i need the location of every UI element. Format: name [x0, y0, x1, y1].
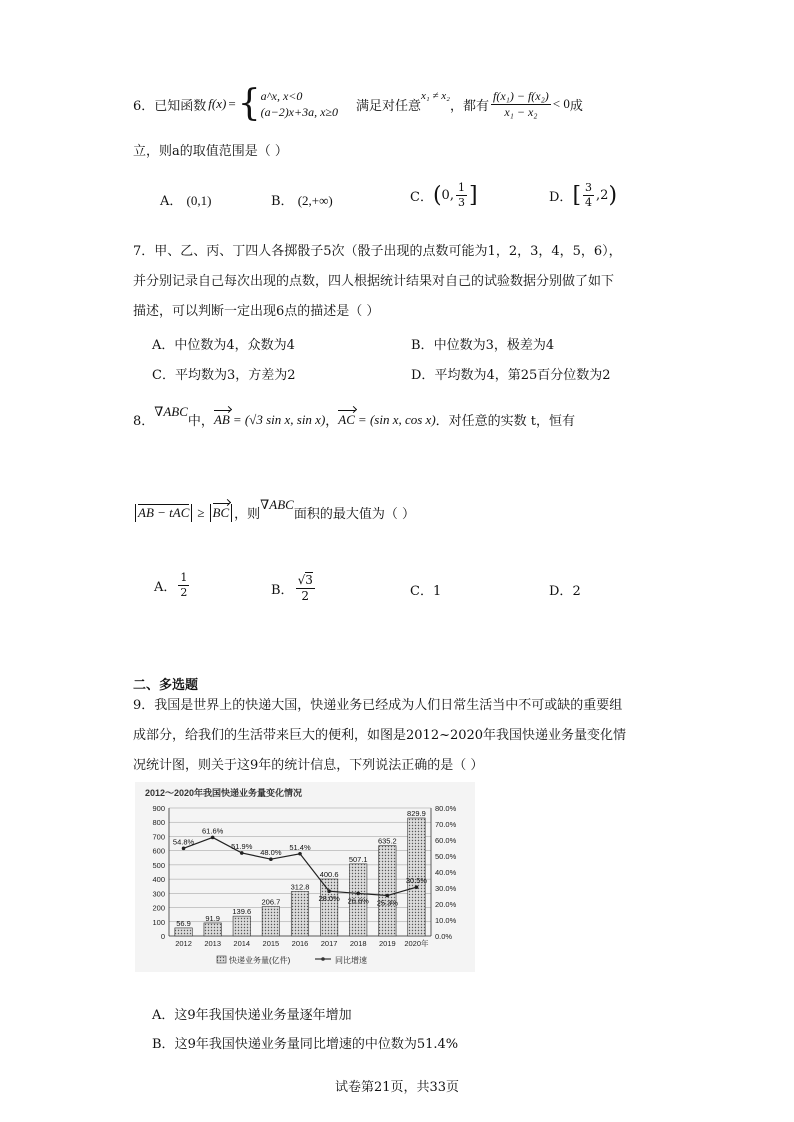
- q6-option-a: [160, 190, 211, 209]
- q7-line1: 7．甲、乙、丙、丁四人各掷骰子5次（骰子出现的点数可能为1，2，3，4，5，6），: [133, 244, 622, 259]
- left-tick-label: 700: [152, 832, 165, 842]
- option-label: B．: [152, 1037, 175, 1052]
- q8-ac-value: = (sin x, cos x): [357, 411, 436, 427]
- option-label: C．: [152, 368, 175, 383]
- q6-x1x2: x₁ ≠ x₂: [421, 90, 450, 102]
- x-tick-label: 2018: [349, 939, 367, 948]
- right-tick-label: 60.0%: [435, 836, 457, 845]
- q6-option-b: [271, 190, 333, 209]
- option-label: C．: [410, 584, 433, 599]
- option-value: 1: [432, 584, 442, 599]
- chart-right-axis: [435, 804, 457, 941]
- growth-point: [240, 851, 244, 855]
- option-value: 2: [572, 584, 581, 599]
- bar-data-label: 312.8: [290, 882, 310, 892]
- left-tick-label: 900: [152, 804, 165, 813]
- q6-option-d: D． [ $\frac{3}{4}$ ,2 ): [549, 181, 618, 209]
- bar: [320, 879, 337, 936]
- growth-data-label: 51.4%: [289, 842, 311, 852]
- growth-data-label: 48.0%: [260, 848, 282, 858]
- q8-option-c: [410, 580, 441, 599]
- growth-data-label: 28.0%: [318, 894, 340, 904]
- q6-inequality: < 0: [552, 96, 570, 111]
- bar: [262, 907, 279, 936]
- growth-data-label: 30.5%: [405, 876, 428, 886]
- q8-line2: [133, 496, 415, 522]
- option-text: 中位数为4，众数为4: [174, 338, 295, 353]
- legend-line-marker: [321, 957, 325, 961]
- growth-point: [356, 892, 360, 896]
- q6-fraction-num: f(x₁) − f(x₂): [493, 88, 549, 103]
- page-footer: 试卷第21页，共33页: [334, 1080, 460, 1095]
- option-value: (2,+∞): [297, 193, 333, 208]
- bar-data-label: 635.2: [377, 836, 397, 846]
- x-tick-label: 2016: [291, 939, 309, 948]
- q8-inequality-left: AB − tAC: [138, 505, 190, 520]
- q6-option-c: C． ( 0, $\frac{1}{3}$ ]: [410, 181, 478, 209]
- option-value: (0,1): [186, 193, 212, 208]
- bar: [175, 928, 192, 936]
- q8-comma: ，: [325, 414, 339, 429]
- bar-data-label: 139.6: [232, 907, 252, 917]
- q6-brace: {: [237, 83, 261, 124]
- bar: [204, 923, 221, 936]
- q8-tail: ．对任意的实数 t，恒有: [435, 414, 576, 429]
- left-tick-label: 800: [152, 818, 165, 828]
- chart-x-axis: [175, 938, 429, 948]
- legend-bar-label: 快递业务量(亿件): [229, 956, 291, 965]
- growth-point: [415, 885, 419, 889]
- option-label: D．: [549, 584, 573, 599]
- q7-line2: 并分别记录自己每次出现的点数，四人根据统计结果对自己的试验数据分别做了如下: [133, 274, 615, 289]
- bar-data-label: 91.9: [205, 913, 220, 923]
- q8-ab-value: = (√3 sin x, sin x): [232, 411, 326, 427]
- q6-function-name: f(x): [208, 96, 227, 111]
- x-tick-label: 2019: [378, 939, 396, 948]
- q6-line1: 6． 已知函数 f(x) = { a^x, x<0 (a−2)x+3a, x≥0 满足对任意 x₁ ≠ x₂ ，都有 $\frac{\text{f(x₁) − f(x₂)}}{\text{x₁ − x₂}}$ < 0 成: [133, 83, 583, 124]
- q8-number: 8．: [133, 414, 155, 429]
- q8-triangle-2: ∇ABC: [260, 496, 294, 512]
- bar-data-label: 56.9: [176, 918, 191, 928]
- left-tick-label: 400: [152, 875, 165, 885]
- q6-fraction: [491, 90, 551, 118]
- bar: [379, 846, 396, 936]
- option-label: B．: [271, 582, 294, 598]
- q6-have: ，都有: [450, 98, 490, 114]
- growth-data-label: 25.3%: [376, 898, 398, 908]
- bar-data-label: 507.1: [348, 854, 368, 864]
- chart-title: 2012～2020年我国快递业务量变化情况: [145, 788, 303, 798]
- q6-condition: 满足对任意: [356, 98, 422, 114]
- left-tick-label: 200: [152, 903, 165, 913]
- q6-case-2: (a−2)x+3a, x≥0: [260, 105, 339, 119]
- x-tick-label: 2014: [233, 939, 251, 948]
- section-title-multiple-choice: 二、多选题: [133, 678, 199, 693]
- option-label: A．: [152, 1008, 175, 1023]
- right-tick-label: 80.0%: [435, 804, 457, 813]
- q9-option-a: [152, 1004, 352, 1023]
- q8-option-b: B． $\frac{√3}{2}$: [271, 573, 313, 603]
- q8-line1: [133, 403, 576, 429]
- legend-bar-swatch: [217, 956, 226, 963]
- right-tick-label: 40.0%: [435, 868, 457, 877]
- growth-point: [211, 836, 215, 840]
- x-tick-label: 2015: [262, 939, 280, 948]
- option-label: B．: [411, 338, 434, 353]
- left-tick-label: 500: [152, 860, 165, 870]
- bar-data-label: 400.6: [319, 870, 339, 880]
- growth-point: [182, 847, 186, 851]
- bar-data-label: 829.9: [407, 808, 426, 818]
- right-tick-label: 50.0%: [435, 852, 457, 861]
- q6-number: 6．: [133, 98, 155, 114]
- legend-line-label: 同比增速: [335, 956, 367, 965]
- q8-vector-ac: AC: [338, 411, 355, 427]
- q6-lead: 已知函数: [154, 98, 207, 114]
- left-tick-label: 100: [152, 917, 165, 927]
- q6-line2: 立，则a的取值范围是（ ）: [133, 144, 288, 159]
- right-tick-label: 20.0%: [435, 900, 457, 909]
- option-label: A．: [154, 579, 177, 595]
- option-text: 中位数为3，极差为4: [433, 338, 555, 353]
- left-tick-label: 600: [152, 846, 165, 856]
- growth-data-label: 54.8%: [172, 837, 195, 847]
- x-tick-label: 2012: [175, 939, 192, 948]
- q8-option-a: A． $\frac{1}{2}$: [154, 571, 188, 599]
- q7-option-c: [152, 364, 296, 383]
- growth-data-label: 51.9%: [231, 841, 253, 851]
- growth-point: [269, 857, 273, 861]
- q7-option-a: [152, 334, 295, 353]
- option-label: C．: [410, 189, 433, 205]
- growth-point: [386, 894, 390, 898]
- q8-inequality-right: BC: [212, 504, 230, 520]
- right-tick-label: 30.0%: [435, 884, 457, 893]
- q9-line2: 成部分，给我们的生活带来巨大的便利，如图是2012~2020年我国快递业务量变化情: [133, 728, 627, 743]
- left-tick-label: 300: [152, 889, 165, 899]
- q8-mid: 中，: [187, 414, 214, 429]
- q8-geq: ≥: [197, 504, 205, 520]
- option-text: 平均数为3，方差为2: [174, 368, 296, 383]
- option-text: 这9年我国快递业务量同比增速的中位数为51.4%: [174, 1037, 459, 1052]
- q7-line3: 描述，可以判断一定出现6点的描述是（ ）: [133, 304, 380, 319]
- bar: [291, 892, 308, 936]
- option-label: D．: [549, 189, 573, 205]
- q8-triangle: ∇ABC: [154, 403, 188, 419]
- q9-line1: 9．我国是世界上的快递大国，快递业务已经成为人们日常生活当中不可或缺的重要组: [133, 698, 623, 713]
- q9-option-b: [152, 1033, 458, 1052]
- q6-tail: 成: [569, 98, 583, 114]
- option-label: A．: [152, 338, 175, 353]
- growth-data-label: 26.6%: [347, 896, 369, 906]
- growth-data-label: 61.6%: [202, 826, 224, 836]
- x-tick-label: 2017: [320, 939, 338, 948]
- growth-point: [327, 889, 331, 893]
- q9-chart: [135, 782, 475, 972]
- bar-data-label: 206.7: [261, 897, 281, 907]
- right-tick-label: 0.0%: [435, 932, 453, 941]
- q7-option-b: [411, 334, 554, 353]
- x-tick-label: 2020年: [404, 939, 429, 948]
- bar: [233, 916, 250, 936]
- q8-then: ，则: [234, 507, 261, 522]
- growth-point: [298, 852, 302, 856]
- option-label: B．: [271, 194, 294, 209]
- option-label: D．: [411, 368, 435, 383]
- q8-ask: 面积的最大值为（ ）: [293, 507, 415, 522]
- q9-line3: 况统计图，则关于这9年的统计信息，下列说法正确的是（ ）: [133, 758, 484, 773]
- right-tick-label: 10.0%: [435, 916, 457, 925]
- q6-piecewise: [261, 88, 338, 120]
- q7-option-d: [411, 364, 611, 383]
- option-text: 这9年我国快递业务量逐年增加: [174, 1008, 352, 1023]
- left-tick-label: 0: [160, 932, 165, 941]
- q8-option-d: [549, 580, 581, 599]
- q6-case-1: a^x, x<0: [260, 89, 303, 103]
- x-tick-label: 2013: [204, 939, 222, 948]
- q6-fraction-den: x₁ − x₂: [504, 104, 538, 119]
- option-text: 平均数为4，第25百分位数为2: [434, 368, 611, 383]
- option-label: A．: [160, 194, 183, 209]
- right-tick-label: 70.0%: [435, 820, 457, 829]
- q8-vector-ab: AB: [213, 411, 230, 427]
